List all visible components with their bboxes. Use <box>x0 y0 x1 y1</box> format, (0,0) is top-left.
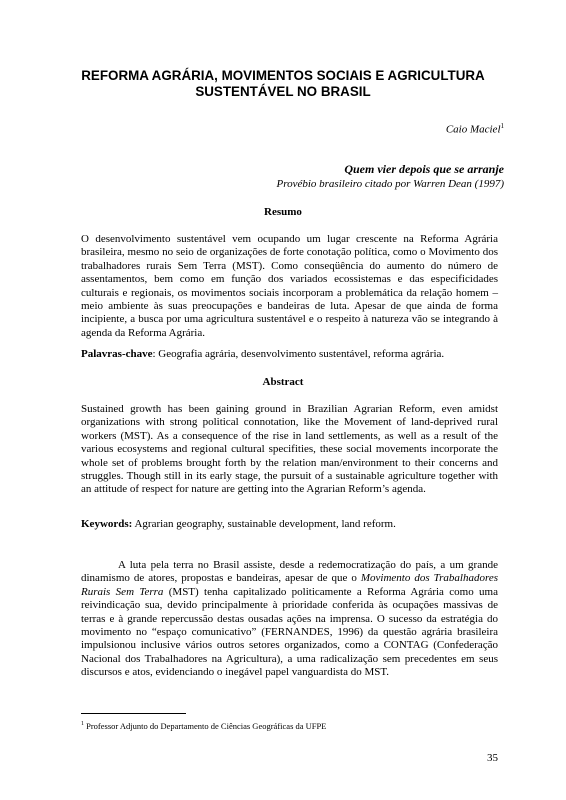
title-line-1: REFORMA AGRÁRIA, MOVIMENTOS SOCIAIS E AGRICULTURA <box>81 68 485 83</box>
abstract-heading: Abstract <box>262 376 304 388</box>
epigraph-quote: Quem vier depois que se arranje <box>344 162 504 176</box>
keywords <box>81 518 498 531</box>
epigraph <box>276 162 504 191</box>
author-name: Caio Maciel <box>445 123 501 136</box>
author <box>446 122 504 136</box>
footnote <box>81 719 326 732</box>
title-line-2: SUSTENTÁVEL NO BRASIL <box>195 84 371 99</box>
body-italic-mst: Movimento dos Trabalhadores Rurais Sem Terra <box>81 572 498 598</box>
epigraph-source: Provébio brasileiro citado por Warren Dean (1997) <box>276 178 504 190</box>
footnote-mark: 1 <box>81 721 84 727</box>
body-text-1: A luta pela terra no Brasil assiste, desde a redemocratização do país, a um grande dinamismo de atores, propostas e bandeiras, apesar de que o <box>81 559 498 585</box>
palavras-chave-label: Palavras-chave <box>81 348 153 360</box>
paper-title <box>60 68 506 100</box>
palavras-chave-text: : Geografia agrária, desenvolvimento sustentável, reforma agrária. <box>152 348 445 360</box>
keywords-label: Keywords: <box>81 518 133 530</box>
body-paragraph <box>81 559 498 680</box>
keywords-text: Agrarian geography, sustainable development, land reform. <box>132 518 396 530</box>
footnote-divider <box>81 713 186 714</box>
footnote-text: Professor Adjunto do Departamento de Ciências Geográficas da UFPE <box>84 720 327 731</box>
abstract-text: Sustained growth has been gaining ground in Brazilian Agrarian Reform, even amidst organizations with strong political connotation, like the Movement of land-deprived rural workers (MST). As a consequence of the rise in land settlements, as well as a result of the various ecosystems and regional cultural specifities, these social movements incorporate the whole set of problems brought forth by the relation man/environment to their concerns and struggles. Though still in its early stage, the pursuit of a sustainable agriculture together with an attitude of respect for nature are getting into the Agrarian Reform’s agenda. <box>81 403 498 496</box>
author-footnote-mark: 1 <box>500 122 504 130</box>
page-number: 35 <box>487 752 498 764</box>
palavras-chave <box>81 348 498 361</box>
resumo-heading: Resumo <box>264 206 302 218</box>
body-text-2: (MST) tenha capitalizado politicamente a Reforma Agrária como uma reivindicação sua, devido principalmente à prioridade conferida às ocupações massivas de terras e à grande repercussão destas ousadas ações na imprensa. O sucesso da estratégia do movimento no “espaço comunicativo” (FERNANDES, 1996) da questão agrária brasileira impulsionou inclusive vários outros setores organizados, como a CONTAG (Confederação Nacional dos Trabalhadores na Agricultura), a uma radicalização sem precedentes em seus discursos e atos, evidenciando o inegável papel vanguardista do MST. <box>81 585 498 679</box>
resumo-text: O desenvolvimento sustentável vem ocupando um lugar crescente na Reforma Agrária brasileira, mesmo no seio de organizações de forte conotação política, como o Movimento dos trabalhadores rurais Sem Terra (MST). Como conseqüência do aumento do número de assentamentos, bem como em função dos variados ecossistemas e das especificidades culturais e regionais, os movimentos sociais incorporam a problemática da relação homem – meio ambiente às suas preocupações e bandeiras de luta. Apesar de que ainda de forma incipiente, a busca por uma agricultura sustentável e o respeito à natureza vão se integrando à agenda da Reforma Agrária. <box>81 233 498 339</box>
